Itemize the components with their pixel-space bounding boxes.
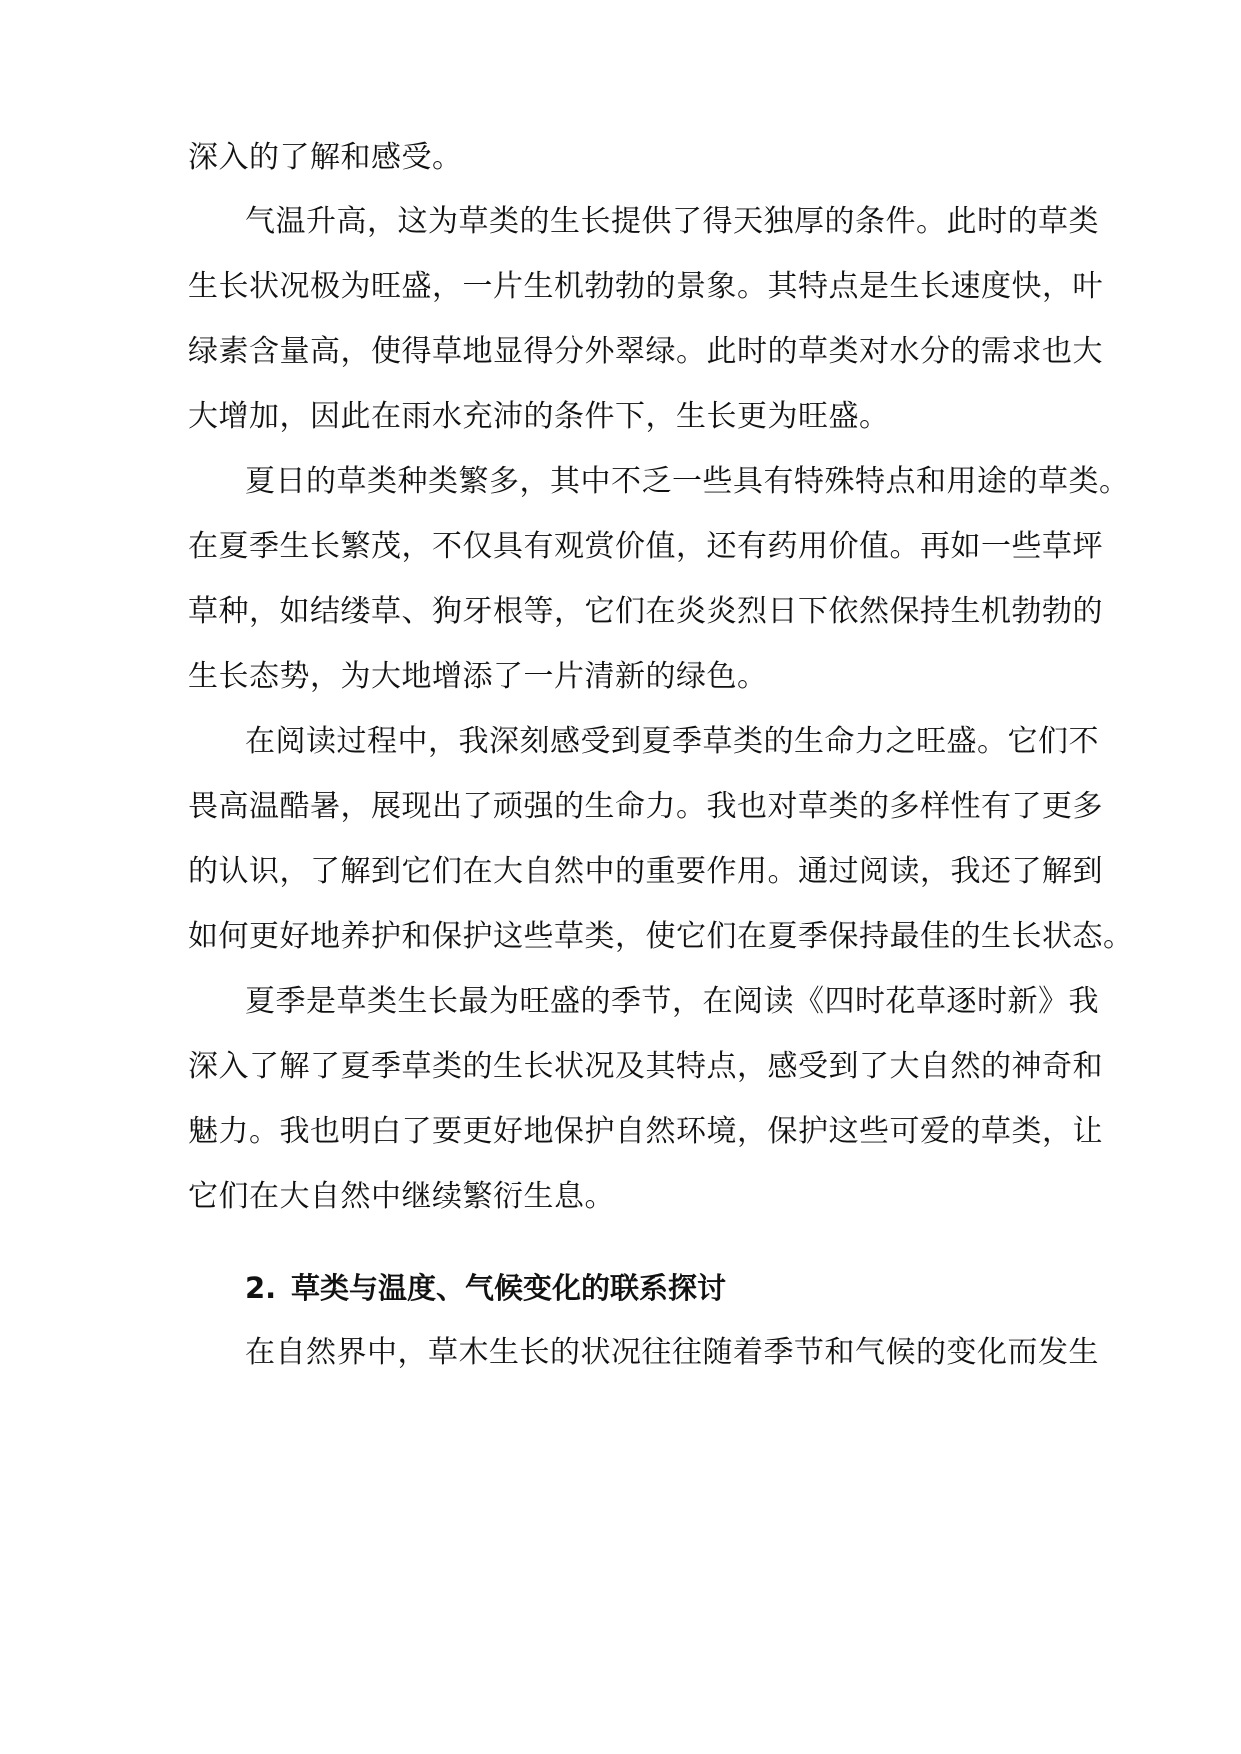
section-number: 2. [245, 1271, 277, 1305]
paragraph-line: 在自然界中，草木生长的状况往往随着季节和气候的变化而发生 [245, 1335, 1099, 1370]
paragraph-line: 深入了解了夏季草类的生长状况及其特点，感受到了大自然的神奇和 [188, 1049, 1103, 1084]
paragraph-line: 畏高温酷暑，展现出了顽强的生命力。我也对草类的多样性有了更多 [188, 789, 1103, 824]
paragraph-line: 生长态势，为大地增添了一片清新的绿色。 [188, 659, 768, 694]
paragraph-line: 绿素含量高，使得草地显得分外翠绿。此时的草类对水分的需求也大 [188, 334, 1103, 369]
paragraph-line: 大增加，因此在雨水充沛的条件下，生长更为旺盛。 [188, 399, 890, 434]
paragraph-line: 草种，如结缕草、狗牙根等，它们在炎炎烈日下依然保持生机勃勃的 [188, 594, 1103, 629]
paragraph-line: 夏日的草类种类繁多，其中不乏一些具有特殊特点和用途的草类。 [245, 464, 1130, 499]
paragraph-line: 如何更好地养护和保护这些草类，使它们在夏季保持最佳的生长状态。 [188, 919, 1134, 954]
paragraph-line: 魅力。我也明白了要更好地保护自然环境，保护这些可爱的草类，让 [188, 1114, 1103, 1149]
paragraph-line: 生长状况极为旺盛，一片生机勃勃的景象。其特点是生长速度快，叶 [188, 269, 1103, 304]
paragraph-line: 在夏季生长繁茂，不仅具有观赏价值，还有药用价值。再如一些草坪 [188, 529, 1103, 564]
paragraph-line: 在阅读过程中，我深刻感受到夏季草类的生命力之旺盛。它们不 [245, 724, 1099, 759]
section-heading [245, 1268, 726, 1308]
paragraph-line: 气温升高，这为草类的生长提供了得天独厚的条件。此时的草类 [245, 204, 1099, 239]
paragraph-line: 深入的了解和感受。 [188, 140, 463, 175]
paragraph-line: 它们在大自然中继续繁衍生息。 [188, 1179, 615, 1214]
section-title: 草类与温度、气候变化的联系探讨 [291, 1271, 727, 1305]
paragraph-line: 夏季是草类生长最为旺盛的季节，在阅读《四时花草逐时新》我 [245, 984, 1099, 1019]
paragraph-line: 的认识，了解到它们在大自然中的重要作用。通过阅读，我还了解到 [188, 854, 1103, 889]
